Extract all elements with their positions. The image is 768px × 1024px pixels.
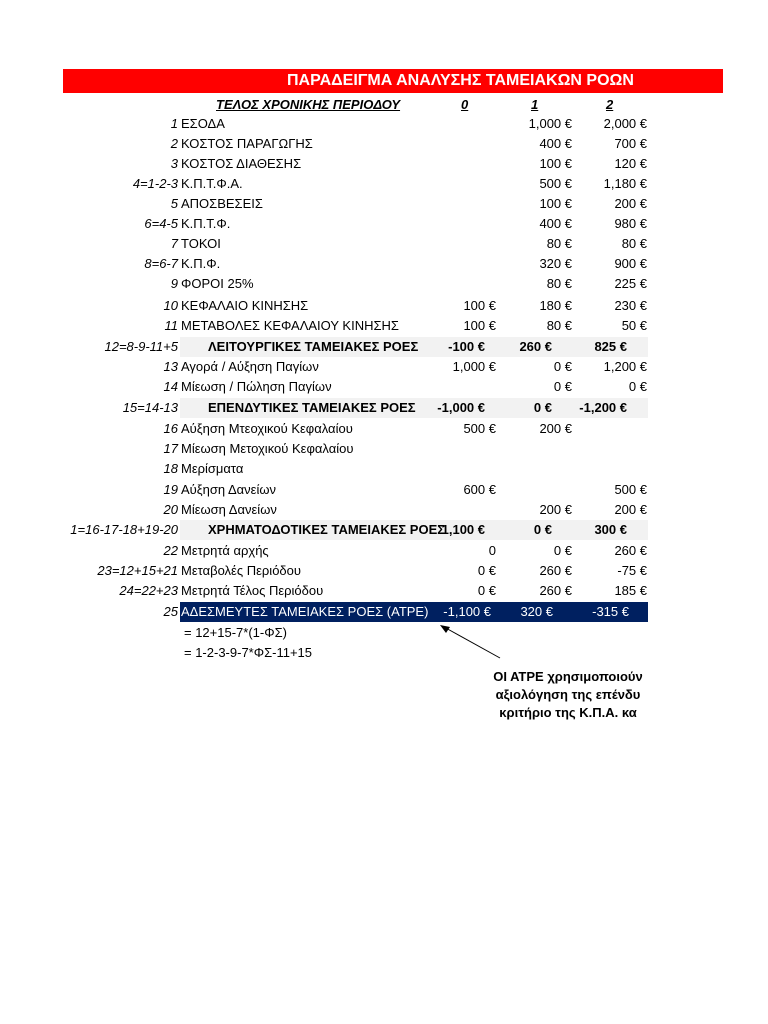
cell-period-1: 0 €	[533, 400, 552, 415]
row-number: 17	[163, 441, 178, 456]
row-number: 3	[170, 156, 178, 171]
cell-period-0: -1,000 €	[437, 400, 485, 415]
row-label: ΑΠΟΣΒΕΣΕΙΣ	[181, 196, 263, 211]
table-row	[0, 234, 768, 254]
cell-period-0: 0 €	[477, 563, 496, 578]
title-bar	[63, 69, 723, 93]
row-label: Αύξηση Δανείων	[181, 482, 277, 497]
cell-period-2: 0 €	[628, 379, 647, 394]
cell-period-0: 0 €	[477, 583, 496, 598]
row-label: ΧΡΗΜΑΤΟΔΟΤΙΚΕΣ ΤΑΜΕΙΑΚΕΣ ΡΟΕΣ	[208, 522, 446, 537]
formula-text: = 1-2-3-9-7*ΦΣ-11+15	[184, 645, 313, 660]
table-row	[0, 254, 768, 274]
cell-period-0: 100 €	[463, 298, 496, 313]
cell-period-2: 185 €	[614, 583, 647, 598]
cell-period-2: -75 €	[617, 563, 647, 578]
table-row	[0, 419, 768, 439]
row-label: ΜΕΤΑΒΟΛΕΣ ΚΕΦΑΛΑΙΟΥ ΚΙΝΗΣΗΣ	[181, 318, 399, 333]
cell-period-2: 300 €	[594, 522, 627, 537]
row-number: 8=6-7	[144, 256, 178, 271]
row-number: 12=8-9-11+5	[104, 339, 178, 354]
cell-period-0: 500 €	[463, 421, 496, 436]
row-label: Κ.Π.Τ.Φ.Α.	[181, 176, 243, 191]
header-period-1: 1	[531, 97, 539, 112]
formula-text: = 12+15-7*(1-ΦΣ)	[184, 625, 287, 640]
table-row	[0, 114, 768, 134]
cell-period-1: 320 €	[520, 604, 553, 619]
row-number: 19	[163, 482, 178, 497]
header-period-label: ΤΕΛΟΣ ΧΡΟΝΙΚΗΣ ΠΕΡΙΟΔΟΥ	[216, 97, 401, 112]
table-row	[0, 480, 768, 500]
cell-period-2: 500 €	[614, 482, 647, 497]
row-number: 6=4-5	[144, 216, 178, 231]
row-label: Μετρητά Τέλος Περιόδου	[181, 583, 324, 598]
row-label: Μετρητά αρχής	[181, 543, 269, 558]
table-row	[0, 174, 768, 194]
cell-period-1: 100 €	[539, 196, 572, 211]
row-label: ΤΟΚΟΙ	[181, 236, 221, 251]
table-row	[0, 134, 768, 154]
cell-period-2: 1,200 €	[603, 359, 647, 374]
cell-period-2: 700 €	[614, 136, 647, 151]
row-label: ΦΟΡΟΙ 25%	[181, 276, 254, 291]
table-row	[0, 602, 768, 622]
row-label: ΚΟΣΤΟΣ ΠΑΡΑΓΩΓΗΣ	[181, 136, 313, 151]
cell-period-0: 0	[488, 543, 496, 558]
table-row	[0, 274, 768, 294]
row-number: 7	[170, 236, 178, 251]
cell-period-0: -1,100 €	[443, 604, 491, 619]
cell-period-0: 600 €	[463, 482, 496, 497]
cell-period-1: 400 €	[539, 136, 572, 151]
cell-period-0: -100 €	[448, 339, 485, 354]
row-label: ΚΟΣΤΟΣ ΔΙΑΘΕΣΗΣ	[181, 156, 302, 171]
cell-period-2: 80 €	[621, 236, 647, 251]
cell-period-0: 1,100 €	[441, 522, 485, 537]
row-number: 13	[163, 359, 178, 374]
row-number: 24=22+23	[119, 583, 178, 598]
arrow-annotation	[430, 620, 510, 665]
table-row	[0, 561, 768, 581]
row-number: 15=14-13	[122, 400, 178, 415]
cell-period-1: 260 €	[519, 339, 552, 354]
row-label: ΚΕΦΑΛΑΙΟ ΚΙΝΗΣΗΣ	[181, 298, 309, 313]
cell-period-2: 50 €	[621, 318, 647, 333]
cell-period-2: 900 €	[614, 256, 647, 271]
row-label: Μίεωση / Πώληση Παγίων	[181, 379, 332, 394]
cell-period-2: 200 €	[614, 196, 647, 211]
table-row	[0, 316, 768, 336]
cell-period-2: 200 €	[614, 502, 647, 517]
cell-period-2: -315 €	[592, 604, 629, 619]
table-row	[0, 296, 768, 316]
cell-period-2: 980 €	[614, 216, 647, 231]
note-line: ΟΙ ΑΤΡΕ χρησιμοποιούν	[493, 669, 643, 684]
row-number: 2	[170, 136, 178, 151]
cell-period-2: 225 €	[614, 276, 647, 291]
table-row	[0, 439, 768, 459]
page-title: ΠΑΡΑΔΕΙΓΜΑ ΑΝΑΛΥΣΗΣ ΤΑΜΕΙΑΚΩΝ ΡΟΩΝ	[287, 72, 634, 89]
cell-period-1: 80 €	[546, 236, 572, 251]
row-number: 4=1-2-3	[132, 176, 178, 191]
cell-period-2: 120 €	[614, 156, 647, 171]
table-row	[0, 337, 768, 357]
row-label: ΑΔΕΣΜΕΥΤΕΣ ΤΑΜΕΙΑΚΕΣ ΡΟΕΣ (ΑΤΡΕ)	[181, 604, 429, 619]
table-row	[0, 541, 768, 561]
row-number: 22	[163, 543, 178, 558]
row-label: Αύξηση Μτεοχικού Κεφαλαίου	[181, 421, 353, 436]
cell-period-1: 260 €	[539, 583, 572, 598]
row-number: 5	[170, 196, 178, 211]
cell-period-2: 230 €	[614, 298, 647, 313]
note-line: κριτήριο της Κ.Π.Α. κα	[499, 705, 637, 720]
row-label: Μερίσματα	[181, 461, 244, 476]
row-number: 9	[170, 276, 178, 291]
cell-period-1: 500 €	[539, 176, 572, 191]
table-row	[0, 520, 768, 540]
cell-period-0: 1,000 €	[452, 359, 496, 374]
row-number: 10	[163, 298, 178, 313]
note-line: αξιολόγηση της επένδυ	[495, 687, 641, 702]
table-row	[0, 194, 768, 214]
cell-period-0: 100 €	[463, 318, 496, 333]
table-row	[0, 500, 768, 520]
cell-period-1: 320 €	[539, 256, 572, 271]
cell-period-1: 200 €	[539, 502, 572, 517]
row-label: ΕΠΕΝΔΥΤΙΚΕΣ ΤΑΜΕΙΑΚΕΣ ΡΟΕΣ	[208, 400, 416, 415]
row-number: 18	[163, 461, 178, 476]
row-label: ΛΕΙΤΟΥΡΓΙΚΕΣ ΤΑΜΕΙΑΚΕΣ ΡΟΕΣ	[208, 339, 419, 354]
cell-period-1: 0 €	[533, 522, 552, 537]
table-row	[0, 398, 768, 418]
cell-period-2: -1,200 €	[579, 400, 627, 415]
row-number: 25	[163, 604, 178, 619]
row-number: 14	[163, 379, 178, 394]
row-label: Μίεωση Μετοχικού Κεφαλαίου	[181, 441, 354, 456]
table-row	[0, 357, 768, 377]
cell-period-2: 825 €	[594, 339, 627, 354]
cell-period-1: 100 €	[539, 156, 572, 171]
cell-period-1: 180 €	[539, 298, 572, 313]
cell-period-2: 2,000 €	[603, 116, 647, 131]
row-number: 1	[170, 116, 178, 131]
cell-period-1: 0 €	[553, 543, 572, 558]
row-label: Μεταβολές Περιόδου	[181, 563, 301, 578]
table-row	[0, 459, 768, 479]
cell-period-1: 200 €	[539, 421, 572, 436]
cell-period-1: 80 €	[546, 276, 572, 291]
table-row	[0, 154, 768, 174]
row-label: ΕΣΟΔΑ	[181, 116, 225, 131]
row-number: 11	[164, 318, 178, 333]
row-label: Κ.Π.Τ.Φ.	[181, 216, 231, 231]
table-row	[0, 377, 768, 397]
header-period-2: 2	[606, 97, 614, 112]
cell-period-1: 400 €	[539, 216, 572, 231]
cell-period-1: 80 €	[546, 318, 572, 333]
atre-note	[488, 668, 648, 722]
cell-period-1: 1,000 €	[528, 116, 572, 131]
cell-period-2: 1,180 €	[603, 176, 647, 191]
row-number: 20	[163, 502, 178, 517]
cell-period-2: 260 €	[614, 543, 647, 558]
cell-period-1: 0 €	[553, 379, 572, 394]
row-label: Κ.Π.Φ.	[181, 256, 221, 271]
cell-period-1: 0 €	[553, 359, 572, 374]
cell-period-1: 260 €	[539, 563, 572, 578]
table-row	[0, 581, 768, 601]
row-number: 16	[163, 421, 178, 436]
row-number: 1=16-17-18+19-20	[70, 522, 178, 537]
row-number: 23=12+15+21	[97, 563, 178, 578]
table-row	[0, 214, 768, 234]
row-label: Μίεωση Δανείων	[181, 502, 277, 517]
row-label: Αγορά / Αύξηση Παγίων	[181, 359, 319, 374]
header-period-0: 0	[461, 97, 469, 112]
